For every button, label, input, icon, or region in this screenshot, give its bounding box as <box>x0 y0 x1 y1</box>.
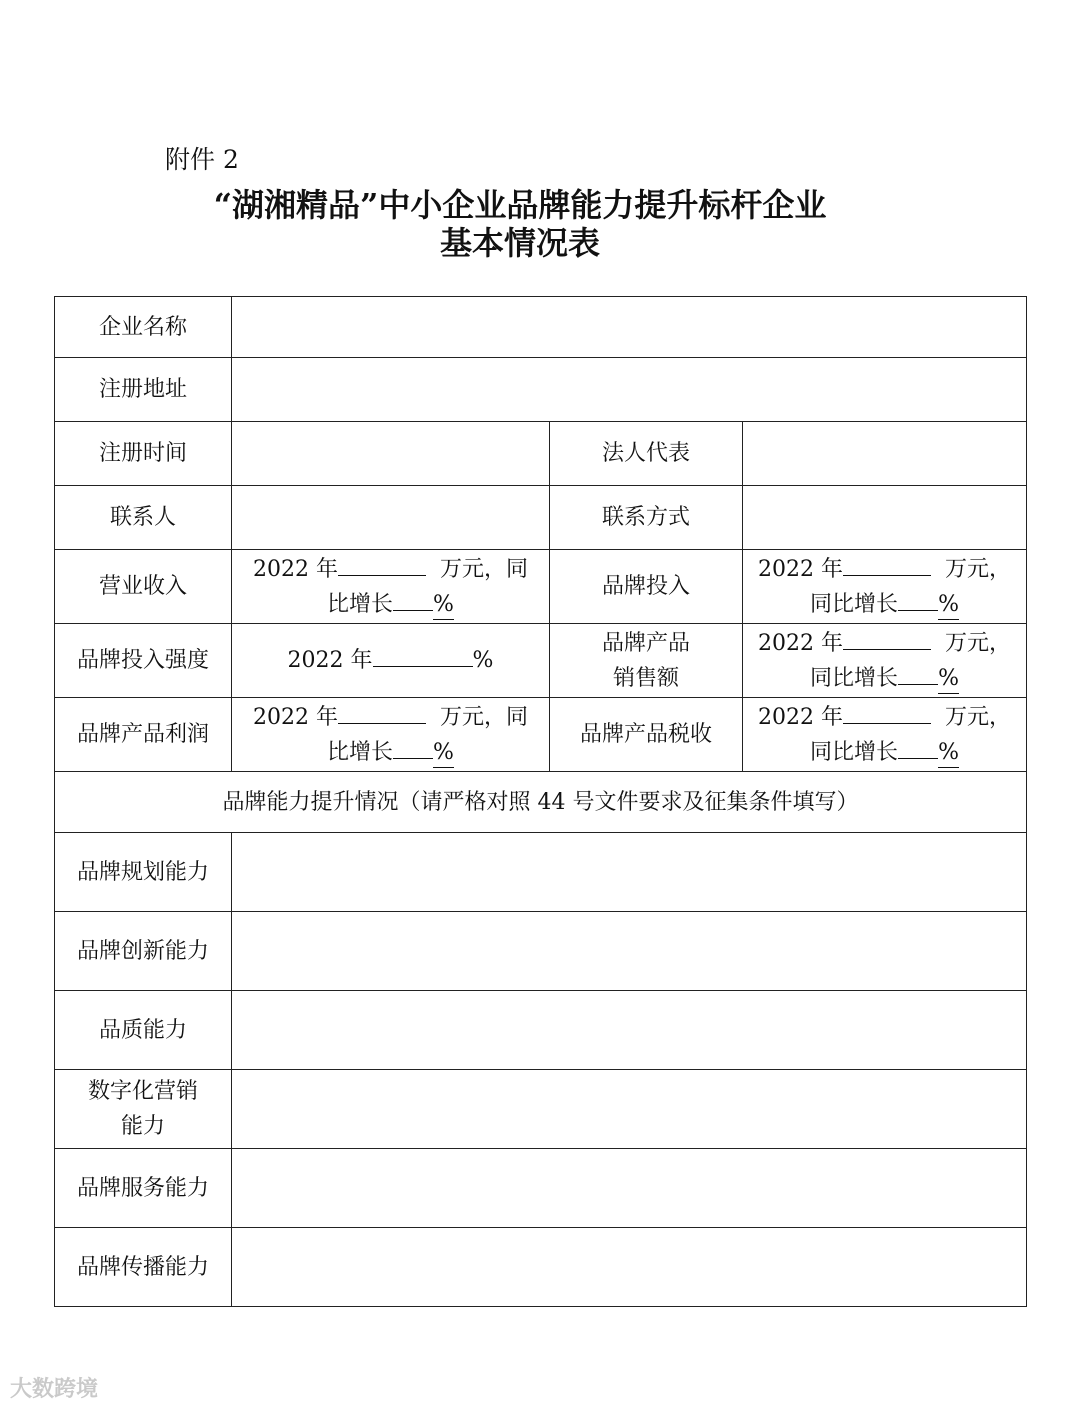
percent-blank[interactable] <box>898 684 938 685</box>
unit-text: 万元， <box>944 630 1011 656</box>
label-brand-sales-line1: 品牌产品 <box>601 630 690 656</box>
percent-sign: % <box>938 665 959 694</box>
brand-intensity-field[interactable] <box>232 624 550 698</box>
watermark: 大数跨境 <box>10 1377 99 1402</box>
label-brand-sales <box>550 624 743 698</box>
year-prefix: 2022 年 <box>758 556 843 582</box>
yoy-text: 同比增长 <box>810 665 899 691</box>
yoy-text: 同比增长 <box>810 739 899 765</box>
percent-sign: % <box>433 739 454 768</box>
service-field[interactable] <box>232 1149 1027 1228</box>
percent-sign: % <box>938 591 959 620</box>
percent-sign: % <box>433 591 454 620</box>
percent-blank[interactable] <box>898 610 938 611</box>
tong-text: 同 <box>505 556 528 582</box>
percent-blank[interactable] <box>898 758 938 759</box>
reg-address-field[interactable] <box>232 358 1027 422</box>
label-brand-sales-line2: 销售额 <box>612 665 679 691</box>
contact-field[interactable] <box>232 486 550 550</box>
brand-sales-field[interactable] <box>743 624 1027 698</box>
percent-blank[interactable] <box>393 610 433 611</box>
label-contact: 联系人 <box>55 486 232 550</box>
legal-rep-field[interactable] <box>743 422 1027 486</box>
amount-blank[interactable] <box>338 723 426 724</box>
label-reg-time: 注册时间 <box>55 422 232 486</box>
year-prefix: 2022 年 <box>758 630 843 656</box>
digital-field[interactable] <box>232 1070 1027 1149</box>
year-prefix: 2022 年 <box>287 648 373 673</box>
basic-info-table <box>54 296 1027 1307</box>
unit-text: 万元， <box>439 556 506 582</box>
label-brand-tax: 品牌产品税收 <box>550 698 743 772</box>
unit-text: 万元， <box>944 704 1011 730</box>
unit-text: 万元， <box>944 556 1011 582</box>
label-revenue: 营业收入 <box>55 550 232 624</box>
year-prefix: 2022 年 <box>252 556 338 582</box>
attachment-label: 附件 2 <box>165 145 239 174</box>
year-prefix: 2022 年 <box>758 704 843 730</box>
amount-blank[interactable] <box>338 575 426 576</box>
label-service: 品牌服务能力 <box>55 1149 232 1228</box>
section-heading: 品牌能力提升情况（请严格对照 44 号文件要求及征集条件填写） <box>55 772 1027 833</box>
brand-invest-field[interactable] <box>743 550 1027 624</box>
label-digital <box>55 1070 232 1149</box>
label-brand-intensity: 品牌投入强度 <box>55 624 232 698</box>
yoy-text: 同比增长 <box>810 591 899 617</box>
percent-blank[interactable] <box>373 666 473 667</box>
yoy-text: 比增长 <box>327 739 394 765</box>
planning-field[interactable] <box>232 833 1027 912</box>
label-planning: 品牌规划能力 <box>55 833 232 912</box>
unit-text: 万元， <box>439 704 506 730</box>
innovation-field[interactable] <box>232 912 1027 991</box>
brand-profit-field[interactable] <box>232 698 550 772</box>
percent-blank[interactable] <box>393 758 433 759</box>
amount-blank[interactable] <box>843 575 931 576</box>
percent-sign: % <box>938 739 959 768</box>
tong-text: 同 <box>505 704 528 730</box>
label-brand-invest: 品牌投入 <box>550 550 743 624</box>
label-digital-line2: 能力 <box>120 1114 165 1139</box>
label-contact-method: 联系方式 <box>550 486 743 550</box>
amount-blank[interactable] <box>843 723 931 724</box>
label-quality: 品质能力 <box>55 991 232 1070</box>
revenue-field[interactable] <box>232 550 550 624</box>
label-innovation: 品牌创新能力 <box>55 912 232 991</box>
title-line-2: 基本情况表 <box>439 224 600 262</box>
label-digital-line1: 数字化营销 <box>87 1079 198 1104</box>
page-title <box>0 186 1040 262</box>
label-legal-rep: 法人代表 <box>550 422 743 486</box>
title-line-1: “湖湘精品”中小企业品牌能力提升标杆企业 <box>213 186 827 224</box>
label-communication: 品牌传播能力 <box>55 1228 232 1307</box>
contact-method-field[interactable] <box>743 486 1027 550</box>
amount-blank[interactable] <box>843 649 931 650</box>
label-reg-address: 注册地址 <box>55 358 232 422</box>
reg-time-field[interactable] <box>232 422 550 486</box>
label-brand-profit: 品牌产品利润 <box>55 698 232 772</box>
year-prefix: 2022 年 <box>252 704 338 730</box>
label-company-name: 企业名称 <box>55 297 232 358</box>
quality-field[interactable] <box>232 991 1027 1070</box>
percent-sign: % <box>472 648 494 673</box>
communication-field[interactable] <box>232 1228 1027 1307</box>
yoy-text: 比增长 <box>327 591 394 617</box>
brand-tax-field[interactable] <box>743 698 1027 772</box>
company-name-field[interactable] <box>232 297 1027 358</box>
